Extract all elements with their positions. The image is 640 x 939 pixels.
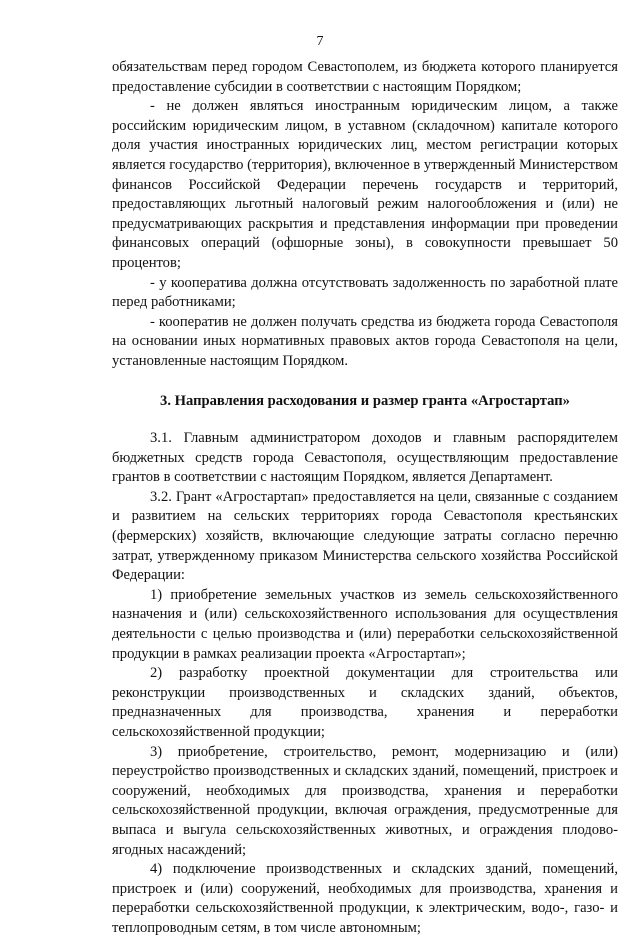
section-heading: 3. Направления расходования и размер гранта «Агростартап» [160, 392, 570, 409]
list-item: - кооператив не должен получать средства из бюджета города Севастополя на основании иных нормативных правовых актов города Севастополя на цели, установленные настоящим Порядком. [112, 313, 618, 369]
document-body [112, 58, 618, 939]
list-item: 3) приобретение, строительство, ремонт, модернизацию и (или) переустройство производственных и складских зданий, помещений, пристроек и сооружений, необходимых для производства, хранения и переработки сельскохозяйственной продукции, включая ограждения, предусмотренные для выпаса и выгула сельскохозяйственных животных, и ограждения плодово-ягодных насаждений; [112, 743, 618, 858]
page-number: 7 [316, 34, 324, 49]
list-item: - не должен являться иностранным юридическим лицом, а также российским юридическим лицом, в уставном (складочном) капитале которого доля участия иностранных юридических лиц, местом регистрации которых является государство (территория), включенное в утвержденный Министерством финансов Российской Федерации перечень государств и территорий, предоставляющих льготный налоговый режим налогообложения и (или) не предусматривающих раскрытия и представления информации при проведении финансовых операций (офшорные зоны), в совокупности превышает 50 процентов; [112, 98, 618, 271]
list-item: - у кооператива должна отсутствовать задолженность по заработной плате перед работниками; [112, 274, 618, 311]
list-item: 4) подключение производственных и складских зданий, помещений, пристроек и (или) сооружений, необходимых для производства, хранения и переработки сельскохозяйственной продукции, к электрическим, водо-, газо- и теплопроводным сетям, в том числе автономным; [112, 861, 618, 936]
list-item: 1) приобретение земельных участков из земель сельскохозяйственного назначения и (или) сельскохозяйственного использования для осуществления деятельности с целью производства и (или) переработки сельскохозяйственной продукции в рамках реализации проекта «Агростартап»; [112, 586, 618, 662]
clause-3-1: 3.1. Главным администратором доходов и главным распорядителем бюджетных средств города Севастополя, осуществляющим предоставление грантов в соответствии с настоящим Порядком, является Департамент. [112, 430, 618, 486]
clause-3-2: 3.2. Грант «Агростартап» предоставляется на цели, связанные с созданием и развитием на сельских территориях города Севастополя крестьянских (фермерских) хозяйств, включающие следующие затраты согласно перечню затрат, утвержденному приказом Министерства сельского хозяйства Российской Федерации: [112, 488, 618, 584]
list-item: 2) разработку проектной документации для строительства или реконструкции производственных и складских зданий, объектов, предназначенных для производства, хранения и переработки сельскохозяйственной продукции; [112, 665, 618, 740]
paragraph: обязательствам перед городом Севастополем, из бюджета которого планируется предоставление субсидии в соответствии с настоящим Порядком; [112, 59, 618, 95]
